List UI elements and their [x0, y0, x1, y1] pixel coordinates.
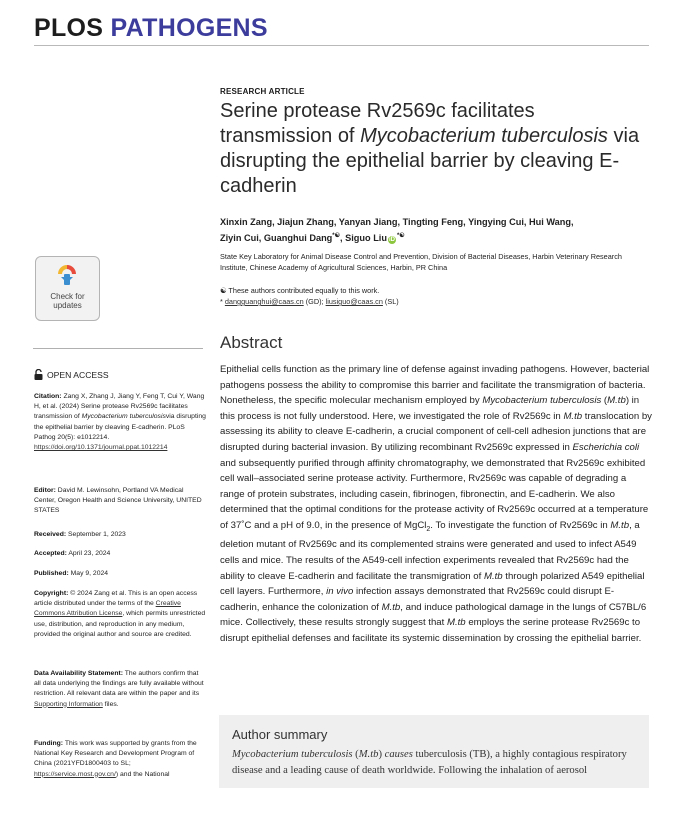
- doi-link[interactable]: https://doi.org/10.1371/journal.ppat.1012214: [34, 444, 168, 452]
- equal-contribution-note: ☯ These authors contributed equally to this work.: [220, 286, 380, 295]
- supporting-info-link[interactable]: Supporting Information: [34, 700, 103, 708]
- open-access-badge: OPEN ACCESS: [34, 369, 109, 380]
- author-summary-body: Mycobacterium tuberculosis (M.tb) causes tuberculosis (TB), a highly contagious respiratory disease and a leading cause of death worldwide. Following the inhalation of aerosol: [232, 749, 627, 776]
- editor-block: Editor: David M. Lewinsohn, Portland VA Medical Center, Oregon Health and Science University, UNITED STATES: [34, 487, 202, 515]
- journal-logo[interactable]: [34, 14, 268, 43]
- corresponding-emails: * dangguanghui@caas.cn (GD); liusiguo@caas.cn (SL): [220, 297, 399, 306]
- citation-block: Citation: Zang X, Zhang J, Jiang Y, Feng T, Cui Y, Wang H, et al. (2024) Serine protease Rv2569c facilitates transmission of Mycobacterium tuberculosisvia disrupting the epithelial barrier by cleaving E-cadherin. PLoS Pathog 20(5): e1012214. https://doi.org/10.1371/journal.ppat.1012214: [34, 393, 206, 452]
- email-link-dang[interactable]: dangguanghui@caas.cn: [224, 297, 304, 306]
- funding-link[interactable]: https://service.most.gov.cn/: [34, 770, 116, 778]
- article-type: RESEARCH ARTICLE: [220, 87, 305, 96]
- check-for-updates-button[interactable]: [35, 256, 100, 321]
- funding-block: Funding: This work was supported by grants from the National Key Research and Development Program of China (2021YFD1800403 to SL; https://service.most.gov.cn/) and the National: [34, 740, 197, 778]
- accepted-date: Accepted: April 23, 2024: [34, 550, 111, 557]
- email-link-liu[interactable]: liusiguo@caas.cn: [325, 297, 383, 306]
- affiliation: State Key Laboratory for Animal Disease Control and Prevention, Division of Bacterial Diseases, Harbin Veterinary Research Institute, Chinese Academy of Agricultural Sciences, Harbin, PR China: [220, 252, 622, 272]
- journal-name-plos: PLOS: [34, 14, 104, 42]
- abstract-heading: Abstract: [220, 333, 283, 352]
- sidebar-divider: [33, 348, 203, 349]
- abstract-body: Epithelial cells function as the primary line of defense against invading pathogens. However, bacterial pathogens possess the ability to compromise this barrier and facilitate the transmigration of bacteria. Nonetheless, the specific molecular mechanism employed by Mycobacterium tuberculosis (M.tb) in this process is not fully understood. Here, we investigated the role of Rv2569c in M.tb translocation by assessing its ability to cleave E-cadherin, a crucial component of cell-cell adhesion junctions that are disrupted during bacterial invasion. By utilizing recombinant Rv2569c expressed in Escherichia coli and subsequently purified through affinity chromatography, we demonstrated that Rv2569c exhibited cell wall–associated serine protease activity. Furthermore, Rv2569c was capable of degrading a range of protein substrates, including casein, fibrinogen, fibronectin, and E-cadherin. We also determined that the optimal conditions for the protease activity of Rv2569c occurred at a temperature of 37˚C and a pH of 9.0, in the presence of MgCl$_2$. To investigate the function of Rv2569c in M.tb, a deletion mutant of Rv2569c and its complemented strains were generated and used to infect A549 cells and mice. The results of the A549-cell infection experiments revealed that Rv2569c had the ability to cleave E-cadherin and facilitate the transmigration of M.tb through polarized A549 epithelial cell layers. Furthermore, in vivo infection assays demonstrated that Rv2569c could disrupt E-cadherin, enhance the colonization of M.tb, and induce pathological damage in the lungs of C57BL/6 mice. Collectively, these results strongly suggest that M.tb employs the serine protease Rv2569c to disrupt epithelial defenses and facilitate its systemic dissemination by crossing the epithelial barrier.: [220, 364, 652, 644]
- article-title: Serine protease Rv2569c facilitates transmission of Mycobacterium tuberculosis via disrupting the epithelial barrier by cleaving E-cadherin: [220, 100, 640, 197]
- header-divider: [34, 45, 649, 46]
- data-availability-block: Data Availability Statement: The authors confirm that all data underlying the findings are fully available without restriction. All relevant data are within the paper and its Supporting Information files.: [34, 670, 204, 708]
- orcid-icon[interactable]: iD: [388, 237, 395, 244]
- authors-line-2: Ziyin Cui, Guanghui Dang*☯, Siguo Liu iD*☯: [220, 233, 405, 244]
- author-summary-heading: Author summary: [232, 727, 328, 742]
- authors-line-1: Xinxin Zang, Jiajun Zhang, Yanyan Jiang, Tingting Feng, Yingying Cui, Hui Wang,: [220, 217, 574, 227]
- lock-icon: [34, 369, 43, 380]
- published-date: Published: May 9, 2024: [34, 570, 109, 577]
- journal-name-pathogens: PATHOGENS: [110, 14, 268, 42]
- copyright-block: Copyright: © 2024 Zang et al. This is an open access article distributed under the terms of the Creative Commons Attribution License, which permits unrestricted use, distribution, and reproduction in any medium, provided the original author and source are credited.: [34, 590, 206, 638]
- check-for-updates-icon: [57, 264, 77, 287]
- received-date: Received: September 1, 2023: [34, 531, 126, 538]
- check-for-updates-label: Check for updates: [50, 292, 85, 310]
- license-link[interactable]: Creative Commons Attribution License: [34, 600, 181, 618]
- author-list: [220, 215, 640, 245]
